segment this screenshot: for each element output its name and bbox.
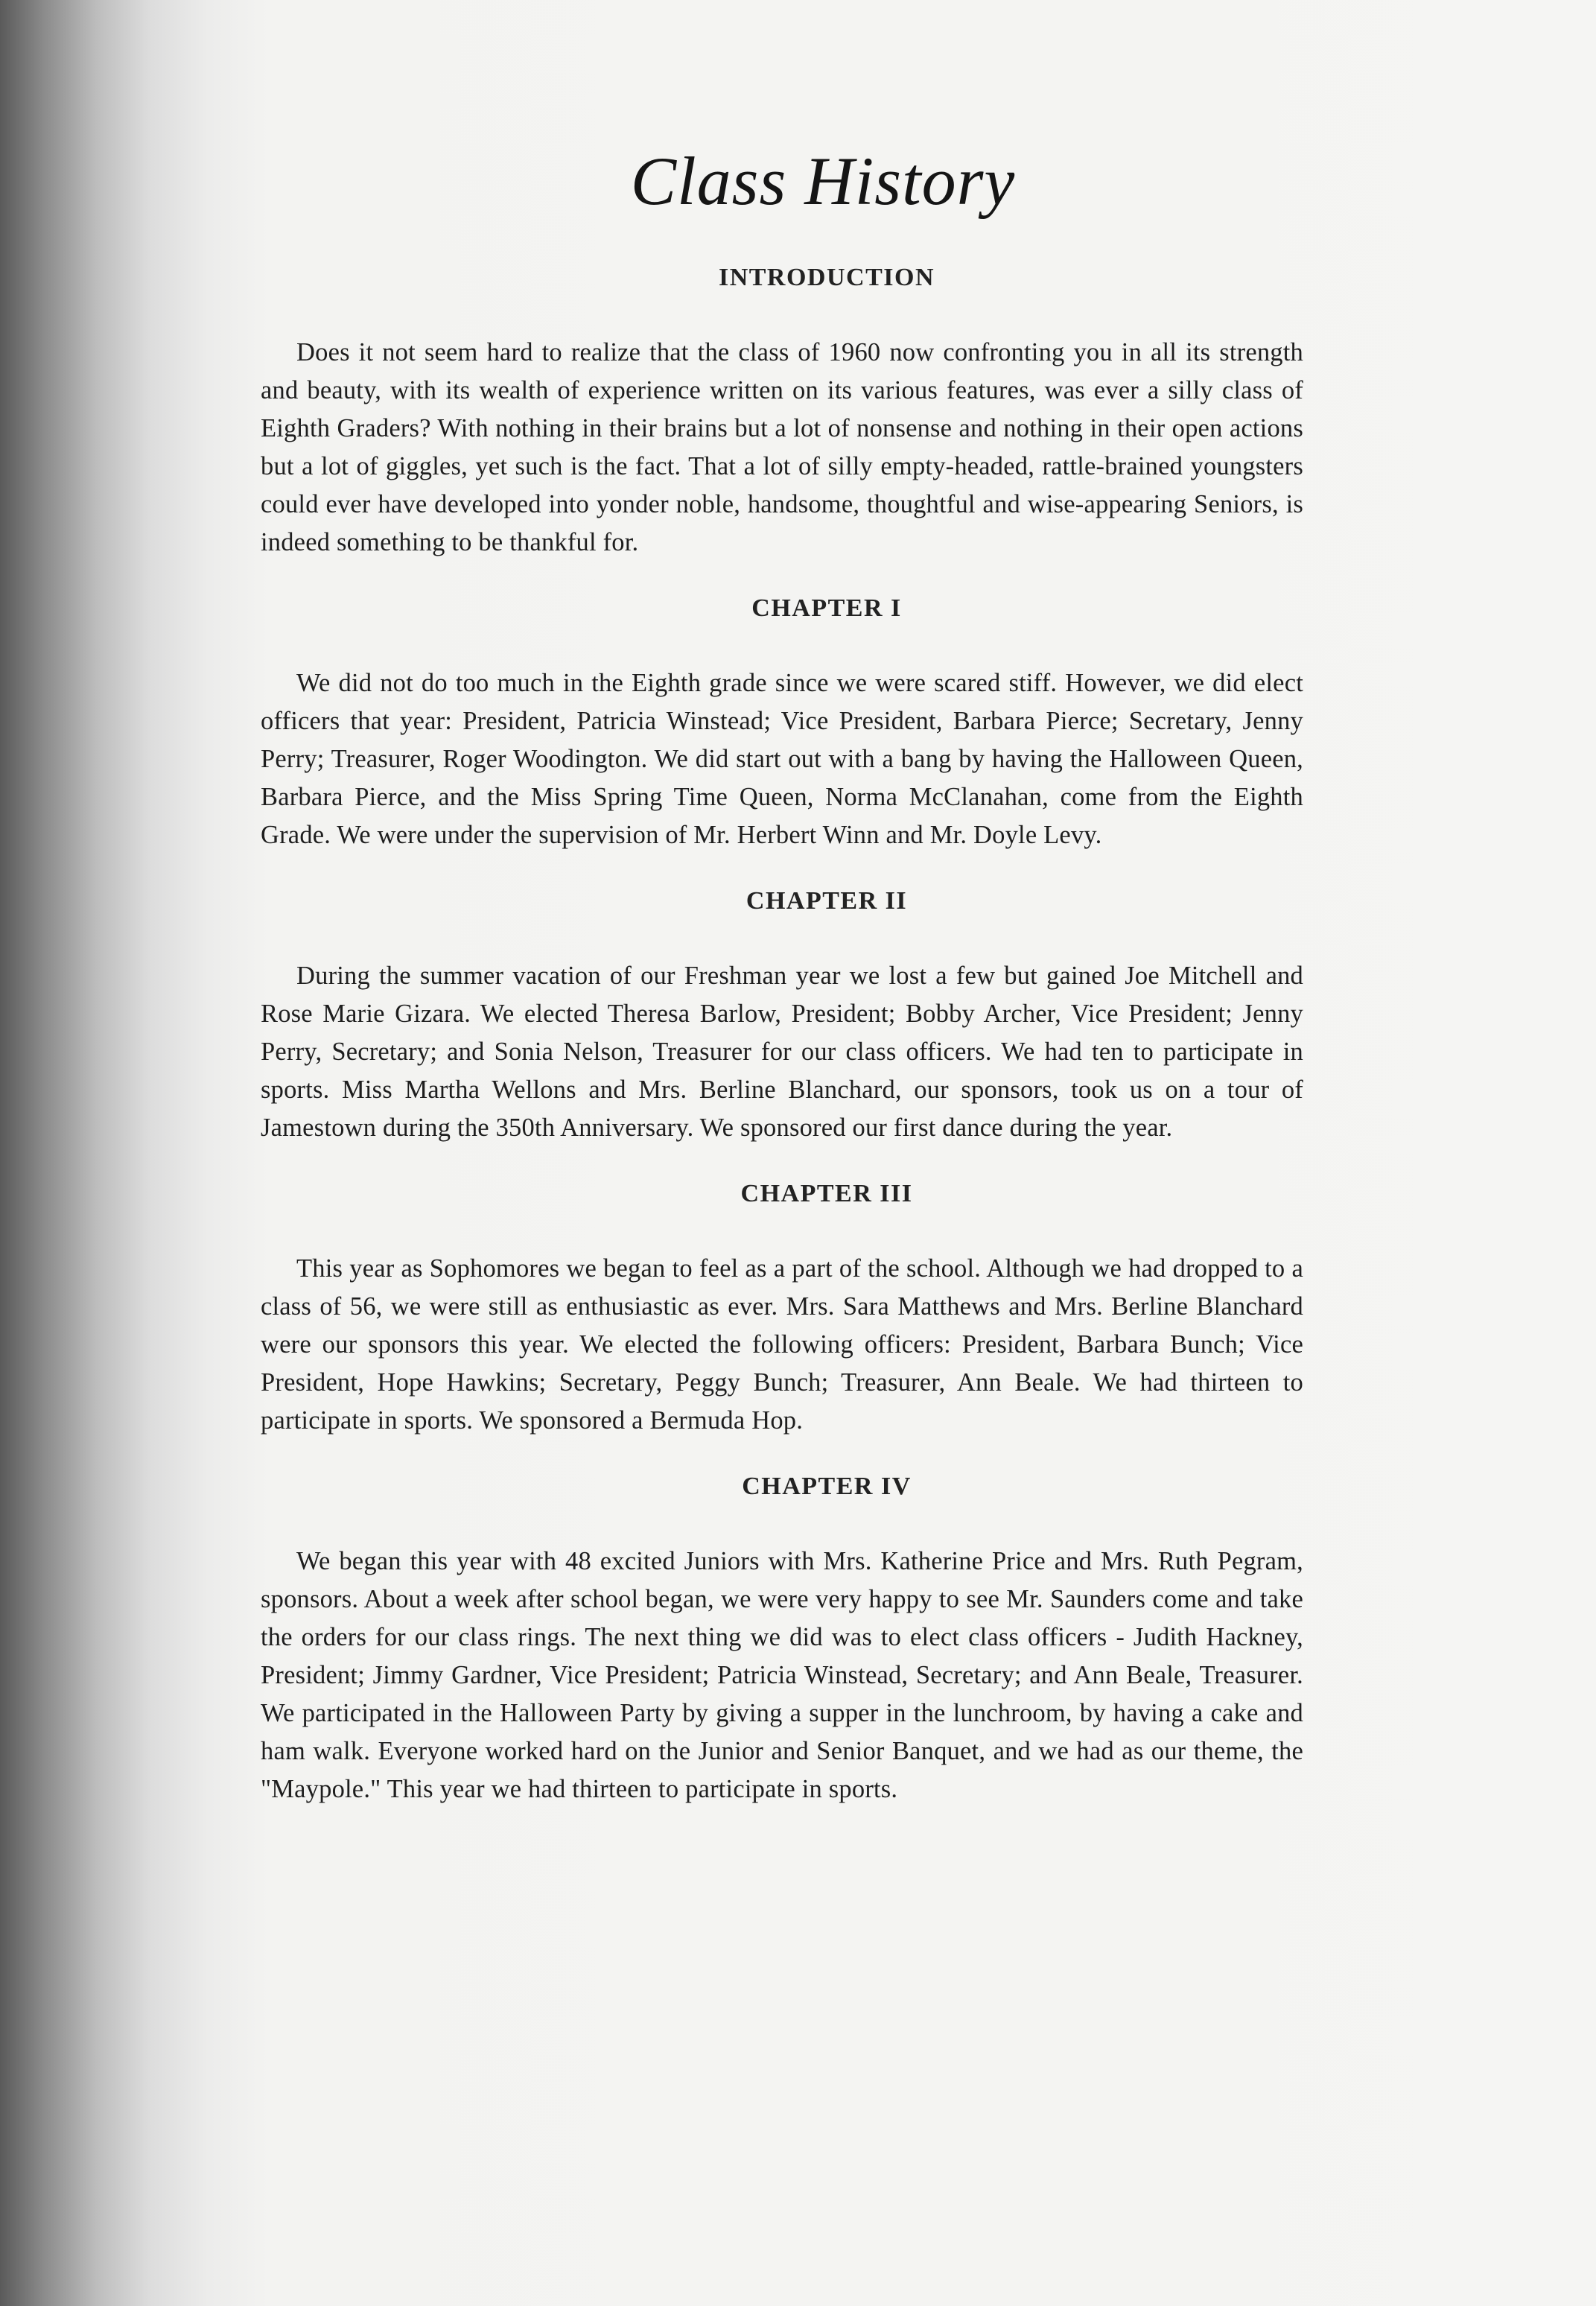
document-body: [261, 112, 1303, 1808]
introduction-section: [261, 264, 1303, 562]
chapter-3-heading: CHAPTER III: [740, 1180, 913, 1207]
chapter-1-paragraph: We did not do too much in the Eighth grade since we were scared stiff. However, we did elect officers that year: President, Patricia Winstead; Vice President, Barbara Pierce; Secretary, Jenny Perry; Treasurer, Roger Woodington. We did start out with a bang by having the Halloween Queen, Barbara Pierce, and the Miss Spring Time Queen, Norma McClanahan, come from the Eighth Grade. We were under the supervision of Mr. Herbert Winn and Mr. Doyle Levy.: [261, 669, 1303, 849]
chapter-4-section: [261, 1473, 1303, 1808]
chapter-3-section: [261, 1180, 1303, 1440]
page-title: Class History: [630, 143, 1016, 219]
chapter-4-heading: CHAPTER IV: [742, 1473, 912, 1500]
introduction-heading: INTRODUCTION: [718, 264, 935, 291]
chapter-3-paragraph: This year as Sophomores we began to feel as a part of the school. Although we had dropped to a class of 56, we were still as enthusiastic as ever. Mrs. Sara Matthews and Mrs. Berline Blanchard were our sponsors this year. We elected the following officers: President, Barbara Bunch; Vice President, Hope Hawkins; Secretary, Peggy Bunch; Treasurer, Ann Beale. We had thirteen to participate in sports. We sponsored a Bermuda Hop.: [261, 1254, 1303, 1435]
chapter-4-paragraph: We began this year with 48 excited Juniors with Mrs. Katherine Price and Mrs. Ruth Pegram, sponsors. About a week after school began, we were very happy to see Mr. Saunders come and take the orders for our class rings. The next thing we did was to elect class officers - Judith Hackney, President; Jimmy Gardner, Vice President; Patricia Winstead, Secretary; and Ann Beale, Treasurer. We participated in the Halloween Party by giving a supper in the lunchroom, by having a cake and ham walk. Everyone worked hard on the Junior and Senior Banquet, and we had as our theme, the "Maypole." This year we had thirteen to participate in sports.: [261, 1547, 1303, 1803]
chapter-1-section: [261, 594, 1303, 854]
chapter-2-paragraph: During the summer vacation of our Freshman year we lost a few but gained Joe Mitchell and Rose Marie Gizara. We elected Theresa Barlow, President; Bobby Archer, Vice President; Jenny Perry, Secretary; and Sonia Nelson, Treasurer for our class officers. We had ten to participate in sports. Miss Martha Wellons and Mrs. Berline Blanchard, our sponsors, took us on a tour of Jamestown during the 350th Anniversary. We sponsored our first dance during the year.: [261, 962, 1303, 1142]
introduction-paragraph: Does it not seem hard to realize that the class of 1960 now confronting you in all its strength and beauty, with its wealth of experience written on its various features, was ever a silly class of Eighth Graders? With nothing in their brains but a lot of nonsense and nothing in their open actions but a lot of giggles, yet such is the fact. That a lot of silly empty-headed, rattle-brained youngsters could ever have developed into yonder noble, handsome, thoughtful and wise-appearing Seniors, is indeed something to be thankful for.: [261, 338, 1303, 556]
chapter-2-heading: CHAPTER II: [745, 887, 908, 915]
chapter-1-heading: CHAPTER I: [751, 594, 902, 622]
chapter-2-section: [261, 887, 1303, 1147]
